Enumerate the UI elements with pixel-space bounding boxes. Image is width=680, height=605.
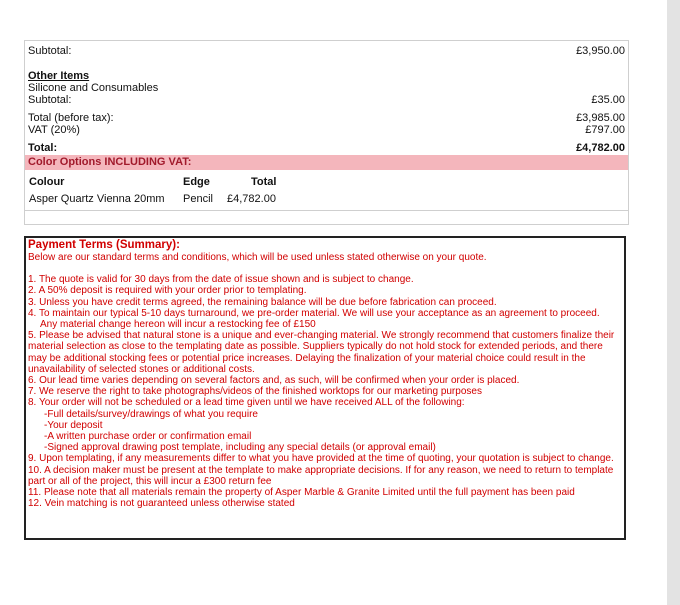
colour-cell: Asper Quartz Vienna 20mm: [29, 193, 165, 205]
vat-row: [25, 124, 628, 136]
quote-summary-table: [24, 40, 629, 225]
term-item-4-continued: Any material change hereon will incur a restocking fee of £150: [40, 319, 316, 331]
subtotal-value: £3,950.00: [576, 45, 625, 57]
table-divider: [25, 210, 628, 224]
total-before-tax-label: Total (before tax):: [28, 112, 114, 124]
color-options-header-row: [25, 170, 628, 191]
edge-cell: Pencil: [183, 193, 213, 205]
payment-terms-title: Payment Terms (Summary):: [28, 239, 180, 251]
term-item-11: 11. Please note that all materials remain the property of Asper Marble & Granite Limited until the full payment has been paid: [28, 487, 575, 499]
total-cell: £4,782.00: [227, 193, 276, 205]
term-item-8-sub-purchase-order: -A written purchase order or confirmation email: [44, 431, 252, 443]
other-items-heading: Other Items: [28, 70, 90, 82]
colour-column-header: Colour: [29, 176, 65, 188]
term-item-8-sub-deposit: -Your deposit: [44, 419, 103, 431]
term-item-10: 10. A decision maker must be present at the template to make appropriate decisions. If for any reason, we need to return to template part or all of the project, this will incur a £300 return fee: [28, 464, 614, 487]
color-options-heading: Color Options INCLUDING VAT:: [25, 155, 628, 170]
term-item-5: 5. Please be advised that natural stone is a unique and ever-changing material. We strongly recommend that customers finalize their material selection as close to the templating date as possible. Suppliers typically do not hold stock for extended periods, and there may be additional stocking fees or potential price increases. Delaying the finalization of your material choice could result in the unavailability of selected stones or additional costs.: [28, 330, 615, 375]
subtotal2-row: [25, 94, 628, 106]
term-item-12: 12. Vein matching is not guaranteed unless otherwise stated: [28, 498, 295, 510]
vat-label: VAT (20%): [28, 124, 80, 136]
subtotal2-label: Subtotal:: [28, 94, 72, 106]
term-item-9: 9. Upon templating, if any measurements differ to what you have provided at the time of quoting, your quotation is subject to change.: [28, 453, 614, 465]
payment-terms-box: [24, 236, 626, 540]
term-item-8-sub-details: -Full details/survey/drawings of what you require: [44, 408, 258, 420]
term-item-8-sub-approval: -Signed approval drawing post template, including any special details (or approval email): [44, 442, 436, 454]
edge-column-header: Edge: [183, 176, 210, 188]
silicone-row: [25, 82, 628, 94]
payment-terms-intro: Below are our standard terms and conditions, which will be used unless stated otherwise on your quote.: [28, 252, 487, 263]
total-before-tax-row: [25, 112, 628, 124]
term-item-8: 8. Your order will not be scheduled or a lead time given until we have received ALL of the following:: [28, 397, 465, 409]
term-item-4: 4. To maintain our typical 5-10 days turnaround, we pre-order material. We will use your acceptance as an agreement to proceed.: [28, 307, 600, 319]
subtotal-row: [25, 41, 628, 57]
term-item-6: 6. Our lead time varies depending on several factors and, as such, will be confirmed when your order is placed.: [28, 375, 520, 387]
color-option-row: [25, 191, 628, 210]
total-label: Total:: [28, 142, 58, 154]
total-row: [25, 142, 628, 155]
total-before-tax-value: £3,985.00: [576, 112, 625, 124]
subtotal-label: Subtotal:: [28, 45, 72, 57]
other-items-heading-row: [25, 70, 628, 82]
subtotal2-value: £35.00: [591, 94, 625, 106]
term-item-3: 3. Unless you have credit terms agreed, the remaining balance will be due before fabrication can proceed.: [28, 296, 497, 308]
silicone-label: Silicone and Consumables: [28, 82, 159, 94]
window-scrollbar-track[interactable]: [667, 0, 680, 605]
total-column-header: Total: [251, 176, 277, 188]
term-item-7: 7. We reserve the right to take photographs/videos of the finished worktops for our marketing purposes: [28, 386, 482, 398]
term-item-1: 1. The quote is valid for 30 days from the date of issue shown and is subject to change.: [28, 274, 414, 286]
term-item-2: 2. A 50% deposit is required with your order prior to templating.: [28, 285, 307, 297]
total-value: £4,782.00: [576, 142, 625, 154]
vat-value: £797.00: [585, 124, 625, 136]
